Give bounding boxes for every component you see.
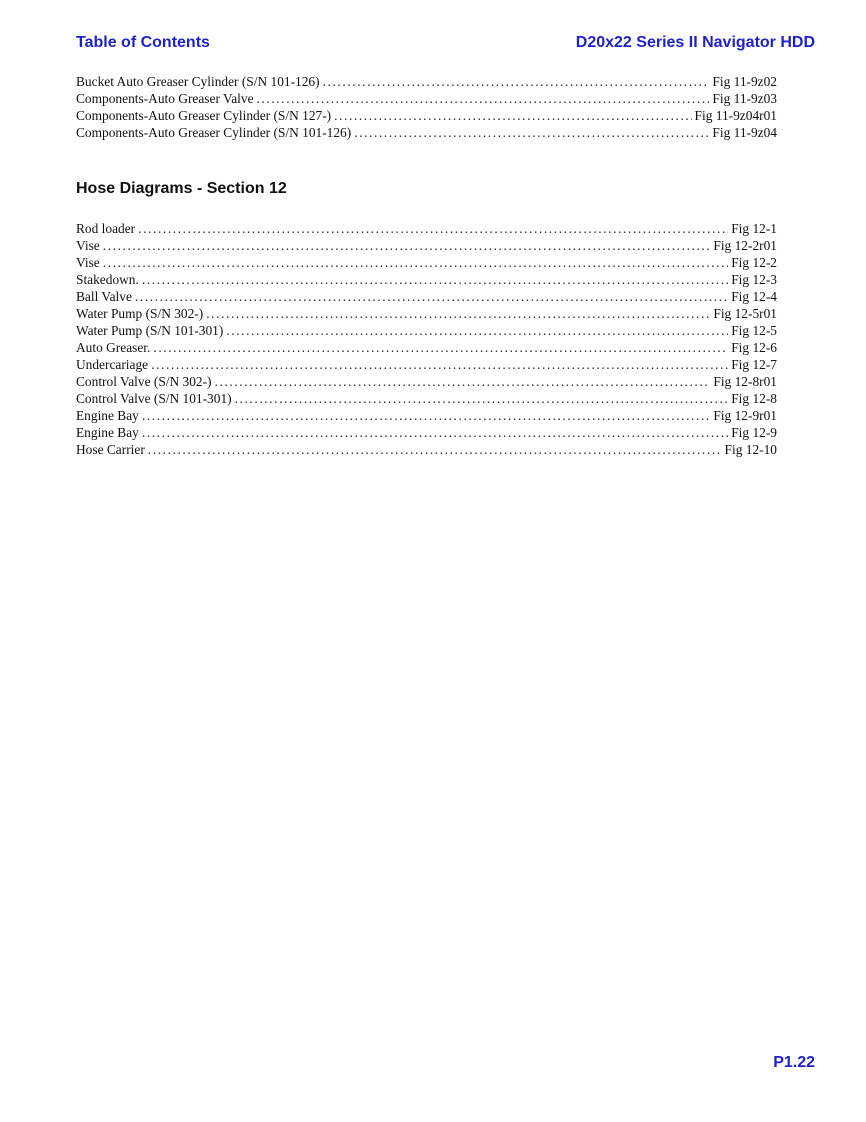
toc-entry-fig: Fig 12-2 (731, 255, 777, 270)
toc-entry-title: Water Pump (S/N 302-) (76, 306, 204, 321)
toc-entry[interactable] (76, 356, 777, 373)
dot-leader (226, 322, 728, 339)
toc-entry[interactable] (76, 73, 777, 90)
toc-entry-title: Undercariage (76, 357, 149, 372)
toc-entry-title: Components-Auto Greaser Cylinder (S/N 127-) (76, 108, 332, 123)
dot-leader (334, 107, 691, 124)
toc-entry[interactable] (76, 441, 777, 458)
header-product-name: D20x22 Series II Navigator HDD (575, 34, 815, 51)
toc-entry-fig: Fig 12-5r01 (713, 306, 777, 321)
page-number: P1.22 (773, 1054, 815, 1071)
dot-leader (142, 424, 728, 441)
header-doc-title: Table of Contents (76, 34, 210, 51)
toc-entry[interactable] (76, 424, 777, 441)
toc-entry-title: Components-Auto Greaser Valve (76, 91, 254, 106)
toc-entry-fig: Fig 12-8r01 (713, 374, 777, 389)
toc-entry-title: Hose Carrier (76, 442, 145, 457)
toc-entry[interactable] (76, 305, 777, 322)
toc-entry[interactable] (76, 237, 777, 254)
toc-entry[interactable] (76, 288, 777, 305)
toc-entry[interactable] (76, 254, 777, 271)
toc-entry-fig: Fig 12-8 (731, 391, 777, 406)
toc-entry-fig: Fig 11-9z04 (712, 125, 777, 140)
toc-entry[interactable] (76, 407, 777, 424)
dot-leader (235, 390, 729, 407)
toc-entry-title: Stakedown. (76, 272, 139, 287)
toc-entry-title: Vise (76, 238, 100, 253)
toc-entry-title: Water Pump (S/N 101-301) (76, 323, 224, 338)
toc-entry-fig: Fig 12-10 (724, 442, 777, 457)
dot-leader (135, 288, 728, 305)
toc-entry-fig: Fig 12-7 (731, 357, 777, 372)
dot-leader (206, 305, 710, 322)
toc-entry-fig: Fig 12-1 (731, 221, 777, 236)
toc-entry-title: Engine Bay (76, 425, 139, 440)
toc-entry[interactable] (76, 107, 777, 124)
toc-entry-fig: Fig 11-9z04r01 (694, 108, 777, 123)
dot-leader (138, 220, 728, 237)
toc-entry-title: Rod loader (76, 221, 136, 236)
toc-entry[interactable] (76, 390, 777, 407)
toc-entry-fig: Fig 12-9 (731, 425, 777, 440)
toc-entry-title: Components-Auto Greaser Cylinder (S/N 101-126) (76, 125, 352, 140)
toc-entry[interactable] (76, 322, 777, 339)
dot-leader (142, 271, 728, 288)
dot-leader (354, 124, 709, 141)
toc-entry-title: Auto Greaser. (76, 340, 151, 355)
toc-entry[interactable] (76, 271, 777, 288)
toc-entry-fig: Fig 12-9r01 (713, 408, 777, 423)
dot-leader (215, 373, 711, 390)
toc-entry-title: Ball Valve (76, 289, 132, 304)
toc-list-section-12 (76, 220, 777, 458)
toc-entry[interactable] (76, 124, 777, 141)
toc-entry[interactable] (76, 373, 777, 390)
toc-entry-fig: Fig 11-9z02 (712, 74, 777, 89)
toc-entry-title: Bucket Auto Greaser Cylinder (S/N 101-126) (76, 74, 320, 89)
toc-entry-fig: Fig 11-9z03 (712, 91, 777, 106)
toc-entry-fig: Fig 12-2r01 (713, 238, 777, 253)
toc-entry[interactable] (76, 90, 777, 107)
dot-leader (148, 441, 722, 458)
section-heading: Hose Diagrams - Section 12 (76, 180, 287, 197)
dot-leader (103, 237, 711, 254)
toc-entry-title: Vise (76, 255, 100, 270)
dot-leader (142, 407, 711, 424)
dot-leader (151, 356, 728, 373)
toc-entry-title: Engine Bay (76, 408, 139, 423)
toc-entry-fig: Fig 12-4 (731, 289, 777, 304)
toc-list-section-11 (76, 73, 777, 141)
toc-entry-title: Control Valve (S/N 302-) (76, 374, 212, 389)
toc-entry-title: Control Valve (S/N 101-301) (76, 391, 232, 406)
dot-leader (103, 254, 728, 271)
toc-entry[interactable] (76, 339, 777, 356)
toc-entry-fig: Fig 12-6 (731, 340, 777, 355)
dot-leader (257, 90, 710, 107)
toc-entry-fig: Fig 12-5 (731, 323, 777, 338)
toc-entry[interactable] (76, 220, 777, 237)
dot-leader (153, 339, 728, 356)
toc-entry-fig: Fig 12-3 (731, 272, 777, 287)
dot-leader (323, 73, 710, 90)
